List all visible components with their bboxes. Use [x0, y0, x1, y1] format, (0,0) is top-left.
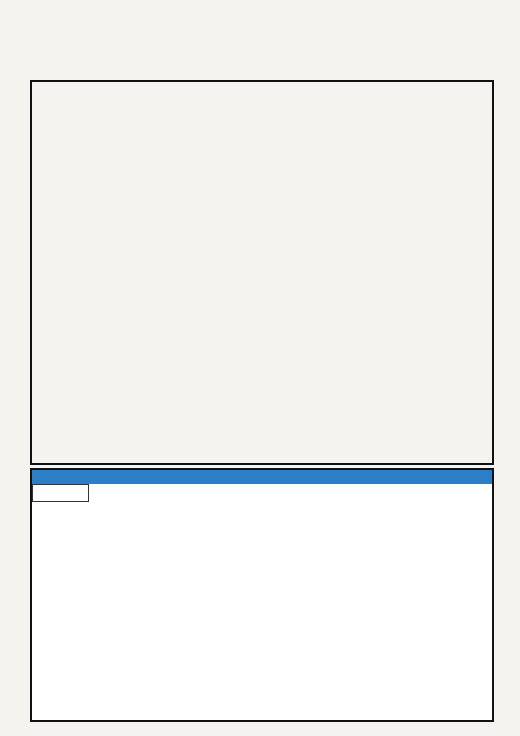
table-banner [32, 470, 492, 484]
goals-grid [30, 80, 494, 465]
progress-table [30, 468, 494, 722]
date-header [33, 485, 89, 502]
